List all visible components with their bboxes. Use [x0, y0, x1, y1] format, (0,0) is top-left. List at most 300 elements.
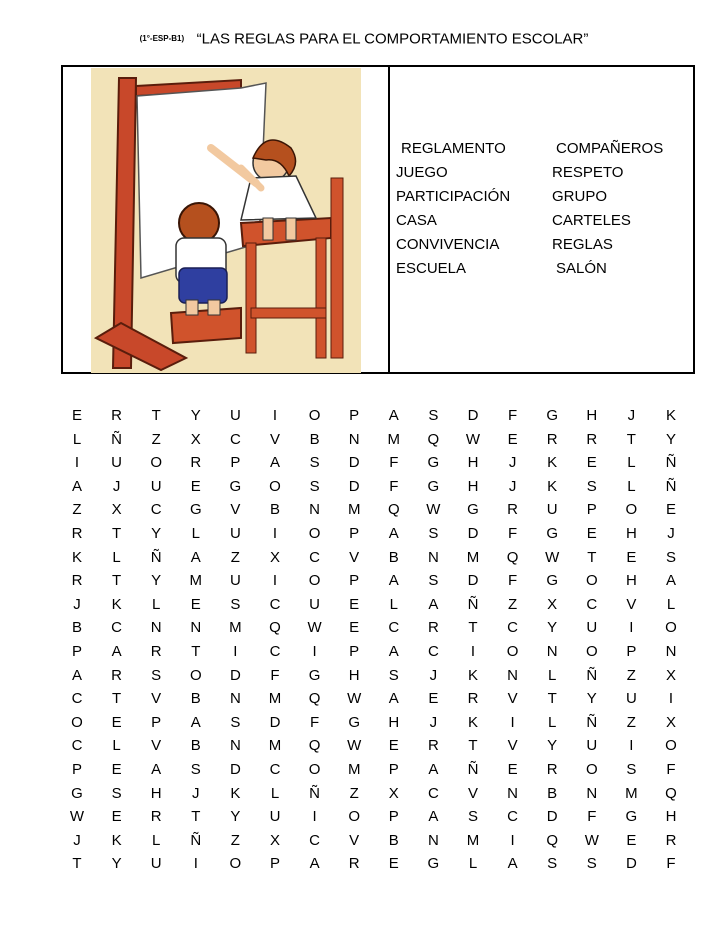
grid-letter[interactable]: S: [230, 713, 241, 731]
grid-letter[interactable]: J: [112, 477, 121, 495]
grid-letter[interactable]: C: [229, 430, 241, 448]
grid-letter[interactable]: L: [191, 524, 200, 542]
grid-letter[interactable]: W: [69, 808, 85, 826]
grid-letter[interactable]: U: [111, 454, 123, 472]
grid-letter[interactable]: I: [470, 642, 476, 660]
grid-letter[interactable]: Ñ: [190, 831, 202, 849]
grid-letter[interactable]: S: [626, 760, 637, 778]
grid-letter[interactable]: R: [507, 501, 519, 519]
grid-letter[interactable]: V: [151, 737, 162, 755]
grid-letter[interactable]: E: [428, 690, 439, 708]
grid-letter[interactable]: A: [428, 595, 439, 613]
grid-letter[interactable]: V: [151, 690, 162, 708]
grid-letter[interactable]: G: [189, 501, 202, 519]
grid-letter[interactable]: Q: [387, 501, 400, 519]
grid-letter[interactable]: T: [191, 808, 201, 826]
grid-letter[interactable]: N: [586, 784, 598, 802]
grid-letter[interactable]: I: [629, 737, 634, 755]
grid-letter[interactable]: N: [150, 619, 162, 637]
grid-letter[interactable]: E: [665, 501, 676, 519]
grid-letter[interactable]: E: [190, 595, 201, 613]
grid-letter[interactable]: X: [269, 548, 280, 566]
grid-letter[interactable]: F: [587, 808, 597, 826]
grid-letter[interactable]: K: [665, 407, 676, 424]
grid-letter[interactable]: P: [349, 642, 360, 660]
grid-letter[interactable]: R: [427, 737, 439, 755]
grid-letter[interactable]: P: [71, 642, 82, 660]
grid-letter[interactable]: Q: [308, 690, 321, 708]
grid-letter[interactable]: O: [229, 855, 242, 873]
grid-letter[interactable]: H: [586, 407, 598, 424]
grid-letter[interactable]: G: [308, 666, 321, 684]
grid-letter[interactable]: T: [468, 619, 478, 637]
grid-letter[interactable]: O: [665, 619, 677, 637]
grid-letter[interactable]: D: [625, 855, 637, 873]
grid-letter[interactable]: X: [111, 501, 122, 519]
grid-letter[interactable]: R: [348, 855, 360, 873]
grid-letter[interactable]: K: [111, 831, 122, 849]
grid-letter[interactable]: I: [312, 808, 317, 826]
grid-letter[interactable]: P: [230, 454, 241, 472]
grid-letter[interactable]: O: [150, 454, 163, 472]
grid-letter[interactable]: G: [546, 524, 559, 542]
grid-letter[interactable]: C: [269, 760, 281, 778]
grid-letter[interactable]: C: [269, 642, 281, 660]
grid-letter[interactable]: D: [467, 572, 479, 590]
grid-letter[interactable]: Y: [586, 690, 597, 708]
grid-letter[interactable]: J: [73, 831, 81, 849]
grid-letter[interactable]: C: [71, 737, 83, 755]
grid-letter[interactable]: I: [272, 407, 278, 424]
grid-letter[interactable]: A: [388, 642, 399, 660]
grid-letter[interactable]: U: [150, 855, 162, 873]
grid-letter[interactable]: E: [349, 619, 360, 637]
grid-letter[interactable]: N: [348, 430, 360, 448]
grid-letter[interactable]: E: [507, 430, 518, 448]
grid-letter[interactable]: D: [546, 808, 558, 826]
grid-letter[interactable]: F: [270, 666, 280, 684]
grid-letter[interactable]: X: [547, 595, 558, 613]
grid-letter[interactable]: R: [546, 760, 558, 778]
grid-letter[interactable]: E: [111, 808, 122, 826]
grid-letter[interactable]: N: [229, 690, 241, 708]
grid-letter[interactable]: P: [626, 642, 637, 660]
grid-letter[interactable]: Ñ: [467, 595, 479, 613]
grid-letter[interactable]: K: [111, 595, 122, 613]
grid-letter[interactable]: I: [510, 831, 515, 849]
grid-letter[interactable]: A: [71, 477, 82, 495]
grid-letter[interactable]: S: [151, 666, 162, 684]
grid-letter[interactable]: S: [547, 855, 558, 873]
grid-letter[interactable]: L: [152, 595, 161, 613]
grid-letter[interactable]: U: [309, 595, 321, 613]
grid-letter[interactable]: V: [507, 737, 518, 755]
grid-letter[interactable]: G: [546, 407, 559, 424]
grid-letter[interactable]: O: [585, 642, 598, 660]
grid-letter[interactable]: R: [150, 808, 162, 826]
grid-letter[interactable]: N: [665, 642, 677, 660]
grid-letter[interactable]: V: [349, 548, 360, 566]
grid-letter[interactable]: T: [151, 407, 161, 424]
grid-letter[interactable]: K: [547, 454, 558, 472]
grid-letter[interactable]: I: [668, 690, 674, 708]
grid-letter[interactable]: F: [666, 760, 676, 778]
grid-letter[interactable]: O: [71, 713, 83, 731]
grid-letter[interactable]: A: [428, 808, 439, 826]
grid-letter[interactable]: L: [112, 737, 121, 755]
grid-letter[interactable]: S: [230, 595, 241, 613]
grid-letter[interactable]: L: [152, 831, 161, 849]
grid-letter[interactable]: R: [111, 407, 123, 424]
grid-letter[interactable]: W: [545, 548, 560, 566]
grid-letter[interactable]: A: [190, 713, 201, 731]
grid-letter[interactable]: Q: [269, 619, 281, 637]
grid-letter[interactable]: S: [428, 407, 439, 424]
grid-letter[interactable]: M: [347, 760, 361, 778]
grid-letter[interactable]: P: [349, 524, 360, 542]
grid-letter[interactable]: U: [150, 477, 162, 495]
grid-letter[interactable]: C: [427, 784, 439, 802]
grid-letter[interactable]: P: [586, 501, 597, 519]
grid-letter[interactable]: S: [428, 524, 439, 542]
grid-letter[interactable]: N: [427, 831, 439, 849]
grid-letter[interactable]: L: [468, 855, 478, 873]
grid-letter[interactable]: A: [428, 760, 439, 778]
grid-letter[interactable]: M: [625, 784, 638, 802]
grid-letter[interactable]: Y: [665, 430, 676, 448]
grid-letter[interactable]: Z: [230, 548, 240, 566]
grid-letter[interactable]: C: [388, 619, 400, 637]
grid-letter[interactable]: F: [666, 855, 676, 873]
grid-letter[interactable]: H: [388, 713, 400, 731]
grid-letter[interactable]: I: [193, 855, 198, 873]
grid-letter[interactable]: H: [348, 666, 360, 684]
grid-letter[interactable]: V: [507, 690, 518, 708]
grid-letter[interactable]: G: [546, 572, 559, 590]
grid-letter[interactable]: J: [73, 595, 81, 613]
grid-letter[interactable]: X: [190, 430, 201, 448]
grid-letter[interactable]: S: [586, 477, 597, 495]
grid-letter[interactable]: O: [625, 501, 638, 519]
grid-letter[interactable]: T: [112, 690, 122, 708]
grid-letter[interactable]: Ñ: [665, 477, 677, 495]
grid-letter[interactable]: E: [586, 524, 597, 542]
grid-letter[interactable]: G: [229, 477, 242, 495]
grid-letter[interactable]: B: [269, 501, 280, 519]
grid-letter[interactable]: N: [229, 737, 241, 755]
grid-letter[interactable]: C: [309, 548, 321, 566]
grid-letter[interactable]: P: [349, 407, 360, 424]
grid-letter[interactable]: I: [312, 642, 317, 660]
grid-letter[interactable]: O: [269, 477, 281, 495]
grid-letter[interactable]: L: [270, 784, 280, 802]
grid-letter[interactable]: O: [308, 572, 321, 590]
grid-letter[interactable]: U: [229, 524, 241, 542]
grid-letter[interactable]: A: [71, 666, 82, 684]
grid-letter[interactable]: O: [308, 760, 321, 778]
grid-letter[interactable]: G: [427, 454, 440, 472]
grid-letter[interactable]: Q: [308, 737, 321, 755]
grid-letter[interactable]: R: [150, 642, 162, 660]
grid-letter[interactable]: N: [507, 784, 519, 802]
grid-letter[interactable]: M: [387, 430, 401, 448]
grid-letter[interactable]: W: [347, 737, 362, 755]
grid-letter[interactable]: V: [349, 831, 360, 849]
grid-letter[interactable]: R: [190, 454, 202, 472]
grid-letter[interactable]: Z: [349, 784, 359, 802]
grid-letter[interactable]: K: [71, 548, 82, 566]
grid-letter[interactable]: D: [467, 524, 479, 542]
grid-letter[interactable]: M: [268, 737, 282, 755]
grid-letter[interactable]: C: [427, 642, 439, 660]
grid-letter[interactable]: E: [507, 760, 518, 778]
grid-letter[interactable]: H: [467, 454, 479, 472]
grid-letter[interactable]: A: [309, 855, 320, 873]
grid-letter[interactable]: C: [269, 595, 281, 613]
grid-letter[interactable]: U: [586, 737, 598, 755]
grid-letter[interactable]: G: [348, 713, 361, 731]
grid-letter[interactable]: S: [665, 548, 676, 566]
grid-letter[interactable]: O: [189, 666, 202, 684]
grid-letter[interactable]: T: [191, 642, 201, 660]
grid-letter[interactable]: H: [625, 572, 637, 590]
grid-letter[interactable]: C: [507, 619, 519, 637]
grid-letter[interactable]: T: [72, 855, 82, 873]
grid-letter[interactable]: E: [71, 407, 82, 424]
grid-letter[interactable]: O: [506, 642, 519, 660]
grid-letter[interactable]: S: [467, 808, 478, 826]
grid-letter[interactable]: E: [388, 855, 399, 873]
grid-letter[interactable]: E: [626, 831, 637, 849]
grid-letter[interactable]: D: [467, 407, 479, 424]
grid-letter[interactable]: V: [626, 595, 637, 613]
grid-letter[interactable]: F: [508, 524, 518, 542]
grid-letter[interactable]: A: [388, 524, 399, 542]
grid-letter[interactable]: K: [547, 477, 558, 495]
grid-letter[interactable]: N: [546, 642, 558, 660]
grid-letter[interactable]: S: [190, 760, 201, 778]
grid-letter[interactable]: L: [627, 454, 636, 472]
grid-letter[interactable]: M: [466, 548, 480, 566]
grid-letter[interactable]: P: [388, 808, 399, 826]
grid-letter[interactable]: N: [427, 548, 439, 566]
grid-letter[interactable]: S: [586, 855, 597, 873]
grid-letter[interactable]: L: [548, 666, 557, 684]
grid-letter[interactable]: W: [426, 501, 441, 519]
grid-letter[interactable]: T: [112, 572, 122, 590]
grid-letter[interactable]: I: [272, 524, 278, 542]
grid-letter[interactable]: I: [510, 713, 515, 731]
grid-letter[interactable]: L: [666, 595, 676, 613]
grid-letter[interactable]: C: [111, 619, 123, 637]
grid-letter[interactable]: N: [190, 619, 202, 637]
grid-letter[interactable]: Ñ: [586, 713, 598, 731]
grid-letter[interactable]: E: [111, 713, 122, 731]
grid-letter[interactable]: Ñ: [111, 430, 123, 448]
grid-letter[interactable]: J: [667, 524, 675, 542]
grid-letter[interactable]: D: [269, 713, 281, 731]
grid-letter[interactable]: N: [507, 666, 519, 684]
grid-letter[interactable]: R: [467, 690, 479, 708]
grid-letter[interactable]: W: [584, 831, 599, 849]
grid-letter[interactable]: S: [388, 666, 399, 684]
grid-letter[interactable]: V: [269, 430, 280, 448]
grid-letter[interactable]: C: [71, 690, 83, 708]
grid-letter[interactable]: U: [229, 572, 241, 590]
grid-letter[interactable]: O: [585, 572, 598, 590]
grid-letter[interactable]: V: [467, 784, 478, 802]
grid-letter[interactable]: A: [388, 572, 399, 590]
grid-letter[interactable]: H: [150, 784, 162, 802]
grid-letter[interactable]: S: [309, 454, 320, 472]
grid-letter[interactable]: Z: [151, 430, 161, 448]
grid-letter[interactable]: R: [71, 572, 83, 590]
grid-letter[interactable]: O: [348, 808, 361, 826]
grid-letter[interactable]: R: [427, 619, 439, 637]
grid-letter[interactable]: B: [71, 619, 82, 637]
grid-letter[interactable]: Q: [506, 548, 519, 566]
grid-letter[interactable]: X: [269, 831, 280, 849]
grid-letter[interactable]: G: [467, 501, 479, 519]
grid-letter[interactable]: T: [112, 524, 122, 542]
grid-letter[interactable]: A: [111, 642, 122, 660]
grid-letter[interactable]: D: [229, 760, 241, 778]
grid-letter[interactable]: O: [308, 524, 321, 542]
grid-letter[interactable]: M: [189, 572, 203, 590]
grid-letter[interactable]: H: [467, 477, 479, 495]
grid-letter[interactable]: T: [626, 430, 636, 448]
grid-letter[interactable]: Ñ: [586, 666, 598, 684]
grid-letter[interactable]: J: [429, 713, 438, 731]
grid-letter[interactable]: A: [665, 572, 676, 590]
grid-letter[interactable]: S: [309, 477, 320, 495]
grid-letter[interactable]: I: [74, 454, 80, 472]
grid-letter[interactable]: L: [548, 713, 557, 731]
grid-letter[interactable]: R: [665, 831, 677, 849]
grid-letter[interactable]: W: [465, 430, 481, 448]
grid-letter[interactable]: E: [111, 760, 122, 778]
grid-letter[interactable]: Y: [547, 619, 558, 637]
grid-letter[interactable]: Y: [111, 855, 122, 873]
grid-letter[interactable]: R: [111, 666, 123, 684]
grid-letter[interactable]: Ñ: [150, 548, 162, 566]
grid-letter[interactable]: J: [429, 666, 438, 684]
grid-letter[interactable]: Q: [427, 430, 440, 448]
grid-letter[interactable]: S: [111, 784, 122, 802]
grid-letter[interactable]: A: [190, 548, 201, 566]
grid-letter[interactable]: Ñ: [665, 454, 677, 472]
grid-letter[interactable]: Ñ: [309, 784, 321, 802]
grid-letter[interactable]: M: [268, 690, 282, 708]
grid-letter[interactable]: K: [467, 713, 478, 731]
grid-letter[interactable]: L: [72, 430, 82, 448]
grid-letter[interactable]: C: [150, 501, 162, 519]
grid-letter[interactable]: G: [427, 855, 440, 873]
grid-letter[interactable]: E: [626, 548, 637, 566]
grid-letter[interactable]: L: [389, 595, 398, 613]
grid-letter[interactable]: K: [467, 666, 478, 684]
grid-letter[interactable]: G: [71, 784, 83, 802]
grid-letter[interactable]: W: [307, 619, 322, 637]
grid-letter[interactable]: J: [508, 454, 517, 472]
grid-letter[interactable]: I: [233, 642, 238, 660]
grid-letter[interactable]: F: [508, 407, 518, 424]
grid-letter[interactable]: M: [229, 619, 242, 637]
grid-letter[interactable]: M: [466, 831, 480, 849]
grid-letter[interactable]: W: [347, 690, 362, 708]
grid-letter[interactable]: B: [190, 690, 201, 708]
grid-letter[interactable]: B: [190, 737, 201, 755]
grid-letter[interactable]: F: [508, 572, 518, 590]
grid-letter[interactable]: P: [269, 855, 280, 873]
grid-letter[interactable]: D: [348, 454, 360, 472]
grid-letter[interactable]: U: [269, 808, 281, 826]
grid-letter[interactable]: M: [347, 501, 361, 519]
grid-letter[interactable]: U: [546, 501, 558, 519]
grid-letter[interactable]: J: [508, 477, 517, 495]
grid-letter[interactable]: I: [272, 572, 278, 590]
grid-letter[interactable]: O: [585, 760, 598, 778]
grid-letter[interactable]: E: [586, 454, 597, 472]
grid-letter[interactable]: Y: [151, 524, 162, 542]
grid-letter[interactable]: R: [71, 524, 83, 542]
grid-letter[interactable]: C: [586, 595, 598, 613]
grid-letter[interactable]: P: [349, 572, 360, 590]
grid-letter[interactable]: V: [230, 501, 241, 519]
grid-letter[interactable]: J: [192, 784, 200, 802]
grid-letter[interactable]: Z: [508, 595, 518, 613]
grid-letter[interactable]: Z: [72, 501, 82, 519]
grid-letter[interactable]: E: [388, 737, 399, 755]
grid-letter[interactable]: F: [389, 454, 399, 472]
grid-letter[interactable]: Z: [626, 666, 636, 684]
grid-letter[interactable]: Y: [151, 572, 162, 590]
grid-letter[interactable]: H: [665, 808, 677, 826]
grid-letter[interactable]: X: [665, 713, 676, 731]
grid-letter[interactable]: A: [388, 690, 399, 708]
grid-letter[interactable]: P: [151, 713, 162, 731]
grid-letter[interactable]: X: [665, 666, 676, 684]
grid-letter[interactable]: Q: [665, 784, 677, 802]
grid-letter[interactable]: Y: [547, 737, 558, 755]
grid-letter[interactable]: D: [229, 666, 241, 684]
grid-letter[interactable]: Q: [546, 831, 559, 849]
grid-letter[interactable]: B: [547, 784, 558, 802]
grid-letter[interactable]: A: [507, 855, 518, 873]
grid-letter[interactable]: H: [625, 524, 637, 542]
grid-letter[interactable]: L: [112, 548, 121, 566]
grid-letter[interactable]: L: [627, 477, 636, 495]
grid-letter[interactable]: C: [507, 808, 519, 826]
grid-letter[interactable]: K: [230, 784, 241, 802]
grid-letter[interactable]: B: [388, 831, 399, 849]
grid-letter[interactable]: B: [388, 548, 399, 566]
grid-letter[interactable]: C: [309, 831, 321, 849]
grid-letter[interactable]: Ñ: [467, 760, 479, 778]
grid-letter[interactable]: O: [308, 407, 321, 424]
grid-letter[interactable]: G: [625, 808, 638, 826]
grid-letter[interactable]: E: [349, 595, 360, 613]
grid-letter[interactable]: P: [388, 760, 399, 778]
grid-letter[interactable]: Y: [190, 407, 201, 424]
grid-letter[interactable]: U: [625, 690, 637, 708]
grid-letter[interactable]: J: [627, 407, 636, 424]
grid-letter[interactable]: O: [665, 737, 677, 755]
grid-letter[interactable]: S: [428, 572, 439, 590]
grid-letter[interactable]: F: [310, 713, 320, 731]
grid-letter[interactable]: A: [151, 760, 162, 778]
grid-letter[interactable]: Z: [230, 831, 240, 849]
